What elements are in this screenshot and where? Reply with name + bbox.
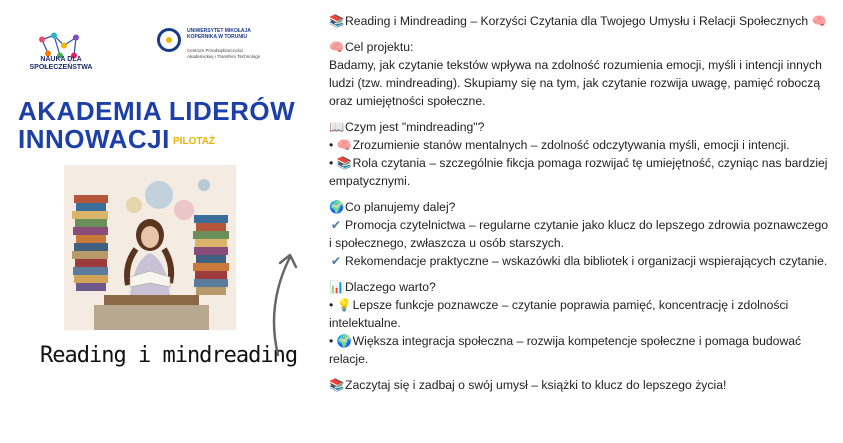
post-image (0, 0, 300, 443)
umk-emblem-icon (157, 28, 181, 52)
books-icon: 📚 (329, 378, 345, 392)
curved-arrow-icon (268, 245, 308, 360)
umk-logo (157, 26, 267, 76)
why-bullet-2: • 🌍Większa integracja społeczna – rozwija kompetencje społeczne i pomaga budować relacje. (329, 334, 802, 366)
globe-icon: 🌍 (336, 334, 352, 348)
logo1-label: NAUKA DLA SPOŁECZEŃSTWA (29, 56, 93, 71)
what-title: 📖Czym jest "mindreading"? (329, 120, 485, 134)
umk-subtitle: Centrum Przedsiębiorczości Akademickiej i Transferu Technologii (187, 48, 260, 59)
title-line1: AKADEMIA LIDERÓW (18, 96, 296, 126)
closing-line: 📚Zaczytaj się i zadbaj o swój umysł – książki to klucz do lepszego życia! (329, 378, 727, 392)
post-text (329, 12, 834, 394)
why-title: 📊Dlaczego warto? (329, 280, 436, 294)
plan-bullet-1: ✔ Promocja czytelnictwa – regularne czytanie jako klucz do lepszego zdrowia poznawczego i społecznego, zwłaszcza u osób starszych. (329, 218, 829, 250)
books-icon: 📚 (336, 156, 352, 170)
open-book-icon: 📖 (329, 120, 345, 134)
brain-icon: 🧠 (329, 40, 345, 54)
why-bullet-1: • 💡Lepsze funkcje poznawcze – czytanie poprawia pamięć, koncentrację i zdolności intelektualne. (329, 298, 789, 330)
lightbulb-icon: 💡 (336, 298, 352, 312)
plan-title: 🌍Co planujemy dalej? (329, 200, 456, 214)
globe-icon: 🌍 (329, 200, 345, 214)
title-line2: INNOWACJI (18, 124, 170, 154)
umk-name: UNIWERSYTET MIKOŁAJA KOPERNIKA W TORUNIU (187, 28, 251, 40)
plan-bullet-2: ✔ Rekomendacje praktyczne – wskazówki dla bibliotek i organizacji wspierających czytanie. (330, 254, 828, 268)
heading-text: Reading i Mindreading – Korzyści Czytania dla Twojego Umysłu i Relacji Społecznych (345, 14, 809, 28)
handwritten-caption: Reading i mindreading (40, 343, 298, 368)
what-bullet-1: • 🧠Zrozumienie stanów mentalnych – zdolność odczytywania myśli, emocji i intencji. (329, 138, 790, 152)
brain-icon: 🧠 (811, 14, 827, 28)
brain-icon: 🧠 (336, 138, 352, 152)
post-heading (329, 12, 834, 30)
reading-girl-illustration (64, 165, 236, 330)
pilot-label: PILOTAŻ (173, 136, 216, 147)
books-icon: 📚 (329, 14, 345, 28)
goal-title: 🧠Cel projektu: (329, 40, 414, 54)
chart-icon: 📊 (329, 280, 345, 294)
what-bullet-2: • 📚Rola czytania – szczególnie fikcja pomaga rozwijać tę umiejętność, czyniąc nas bardziej empatycznymi. (329, 156, 828, 188)
check-icon: ✔ (330, 218, 342, 232)
goal-text: Badamy, jak czytanie tekstów wpływa na zdolność rozumienia emocji, myśli i intencji innych ludzi (tzw. mindreading). Skupiamy się na tym, jak czytanie rozwija uwagę, pamięć roboczą oraz umiejętności społeczne. (329, 58, 822, 108)
check-icon: ✔ (330, 254, 342, 268)
